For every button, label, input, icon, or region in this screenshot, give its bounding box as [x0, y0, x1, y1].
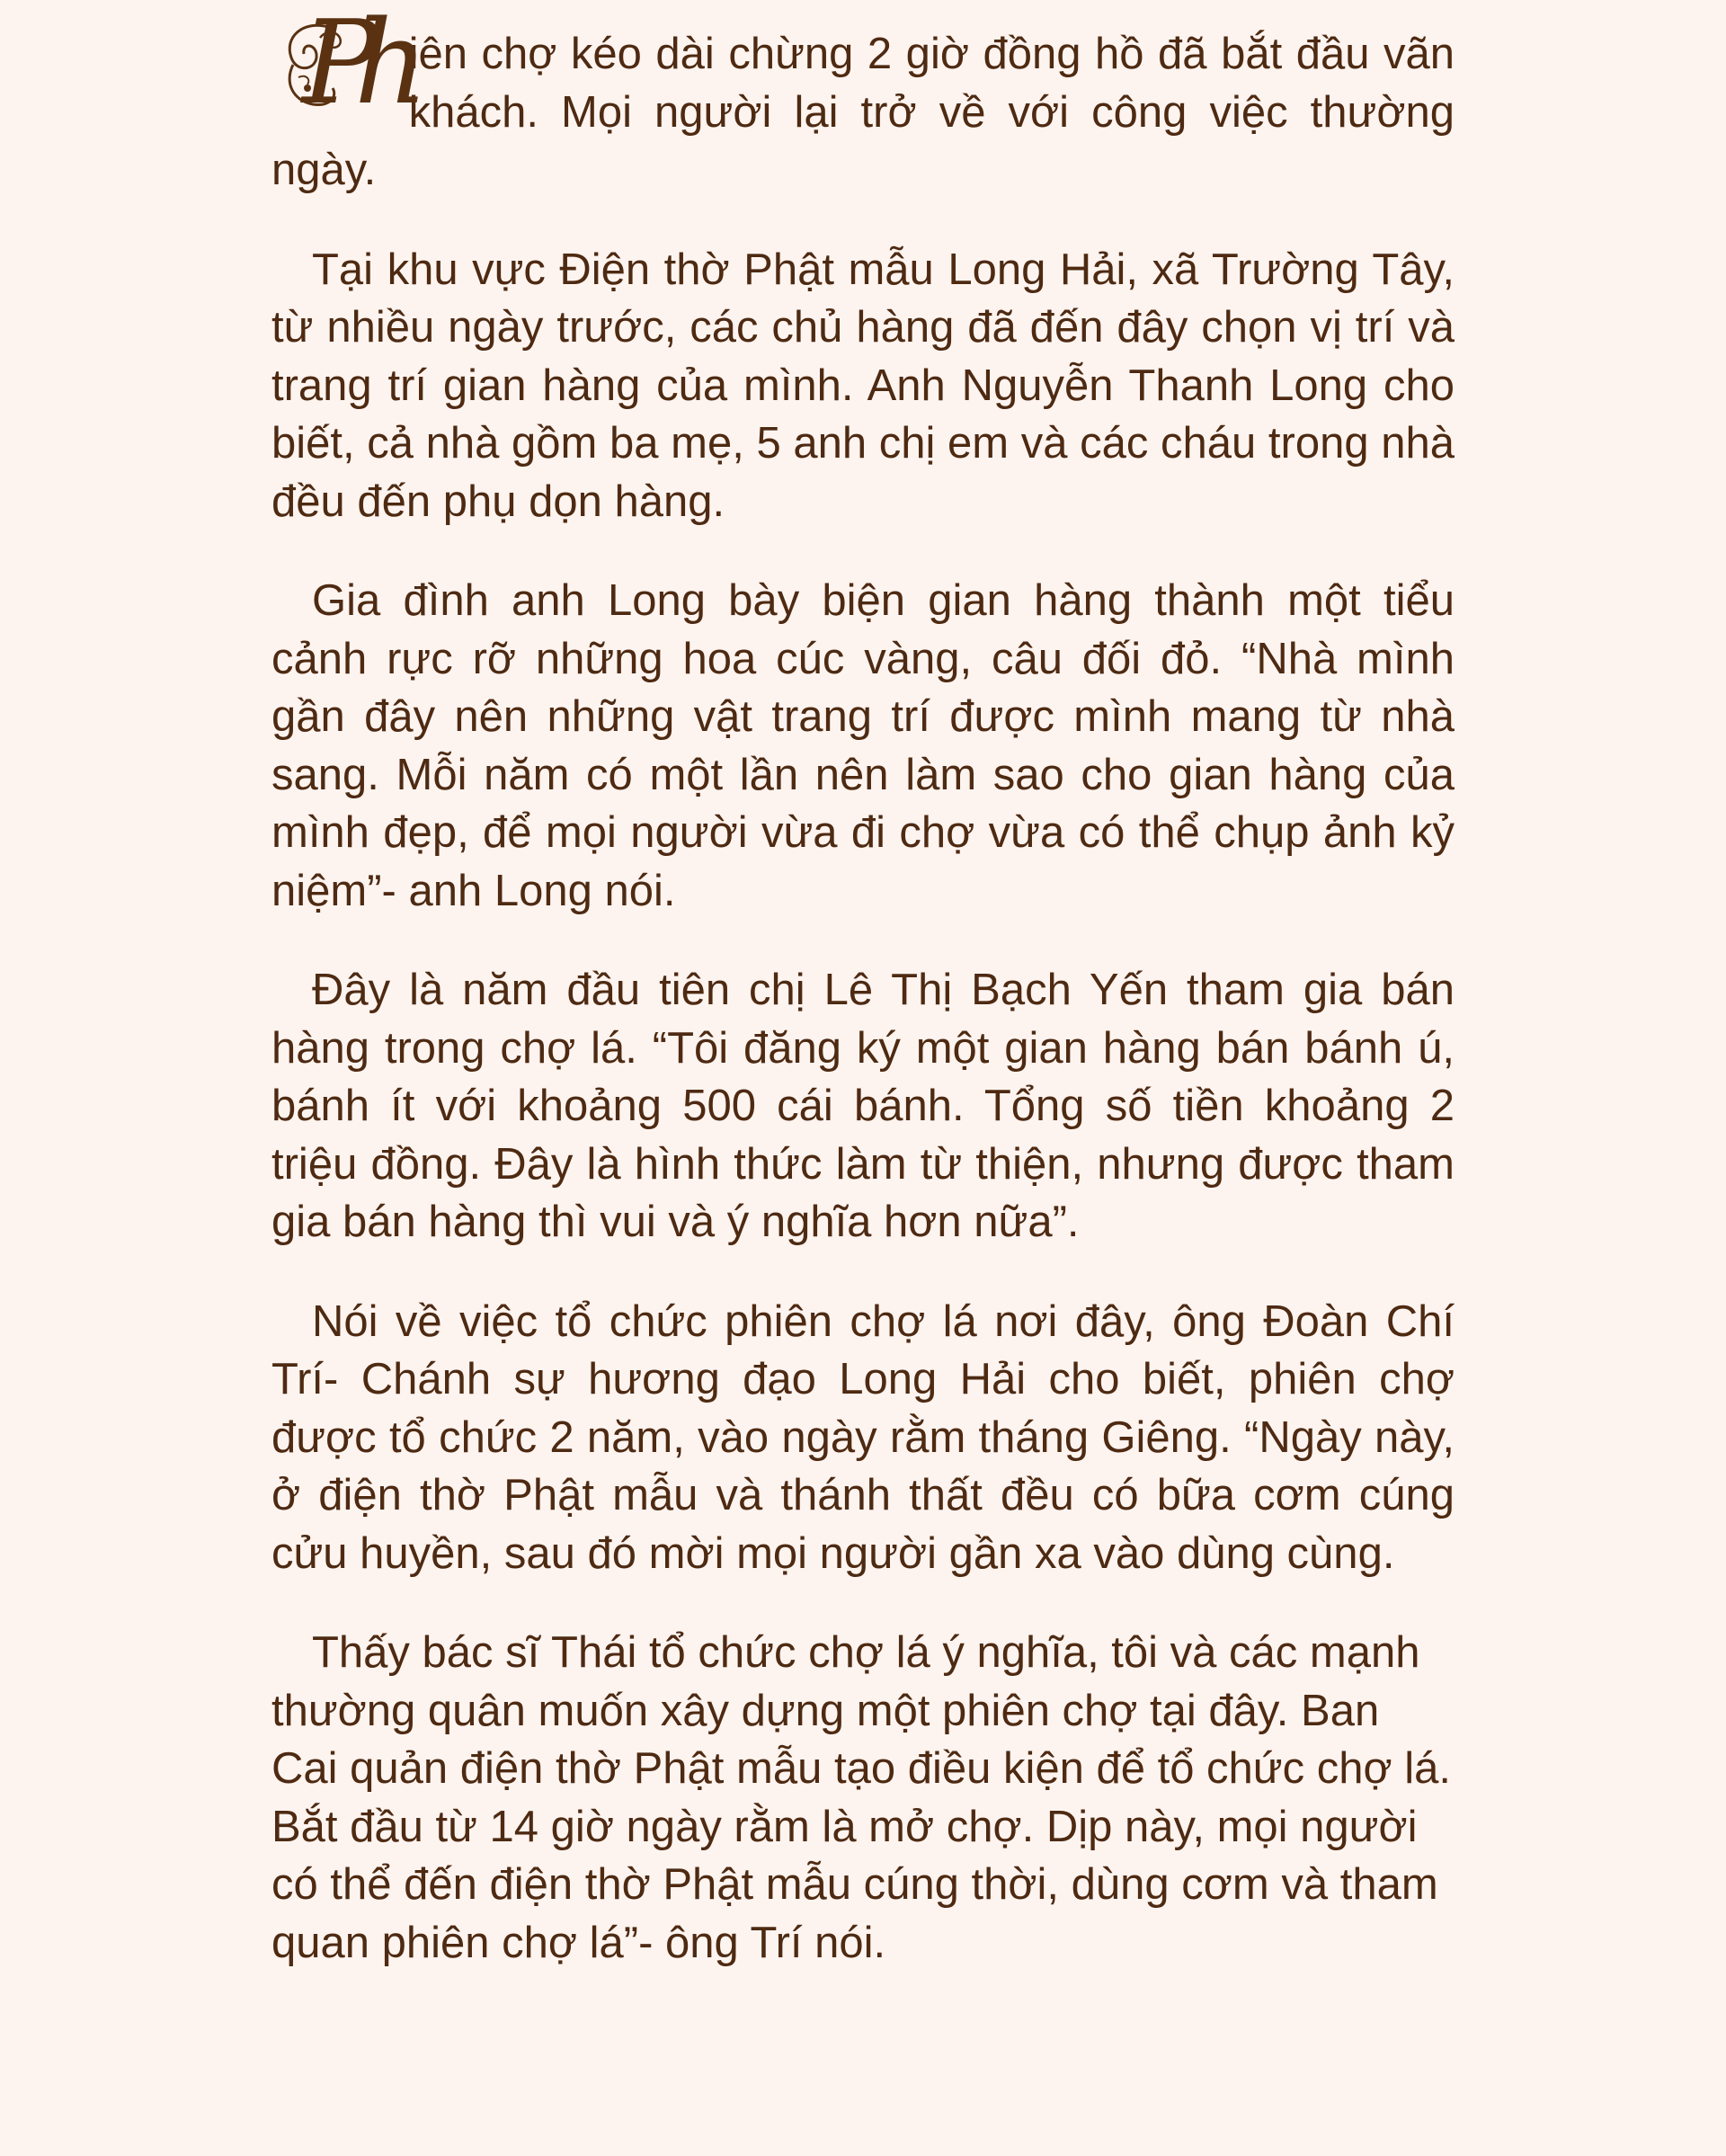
article-paragraph-5: Nói về việc tổ chức phiên chợ lá nơi đây, ông Đoàn Chí Trí- Chánh sự hương đạo Long Hải cho biết, phiên chợ được tổ chức 2 năm, vào ngày rằm tháng Giêng. “Ngày này, ở điện thờ Phật mẫu và thánh thất đều có bữa cơm cúng cửu huyền, sau đó mời mọi người gần xa vào dùng cùng. [271, 1296, 1455, 1578]
article-paragraph-2: Tại khu vực Điện thờ Phật mẫu Long Hải, xã Trường Tây, từ nhiều ngày trước, các chủ hàng đã đến đây chọn vị trí và trang trí gian hàng của mình. Anh Nguyễn Thanh Long cho biết, cả nhà gồm ba mẹ, 5 anh chị em và các cháu trong nhà đều đến phụ dọn hàng. [271, 245, 1455, 526]
article-paragraph-3: Gia đình anh Long bày biện gian hàng thành một tiểu cảnh rực rỡ những hoa cúc vàng, câu đối đỏ. “Nhà mình gần đây nên những vật trang trí được mình mang từ nhà sang. Mỗi năm có một lần nên làm sao cho gian hàng của mình đẹp, để mọi người vừa đi chợ vừa có thể chụp ảnh kỷ niệm”- anh Long nói. [271, 576, 1455, 915]
article-paragraph-1 [271, 0, 1455, 200]
drop-cap: Ph [302, 14, 404, 113]
article-body [271, 0, 1455, 2013]
paragraph-text: iên chợ kéo dài chừng 2 giờ đồng hồ đã bắt đầu vãn khách. Mọi người lại trở về với công việc thường ngày. [271, 30, 1455, 194]
article-paragraph-6: Thấy bác sĩ Thái tổ chức chợ lá ý nghĩa, tôi và các mạnh thường quân muốn xây dựng một phiên chợ tại đây. Ban Cai quản điện thờ Phật mẫu tạo điều kiện để tổ chức chợ lá. Bắt đầu từ 14 giờ ngày rằm là mở chợ. Dịp này, mọi người có thể đến điện thờ Phật mẫu cúng thời, dùng cơm và tham quan phiên chợ lá”- ông Trí nói. [271, 1628, 1451, 1967]
article-paragraph-4: Đây là năm đầu tiên chị Lê Thị Bạch Yến tham gia bán hàng trong chợ lá. “Tôi đăng ký một gian hàng bán bánh ú, bánh ít với khoảng 500 cái bánh. Tổng số tiền khoảng 2 triệu đồng. Đây là hình thức làm từ thiện, nhưng được tham gia bán hàng thì vui và ý nghĩa hơn nữa”. [271, 966, 1455, 1246]
